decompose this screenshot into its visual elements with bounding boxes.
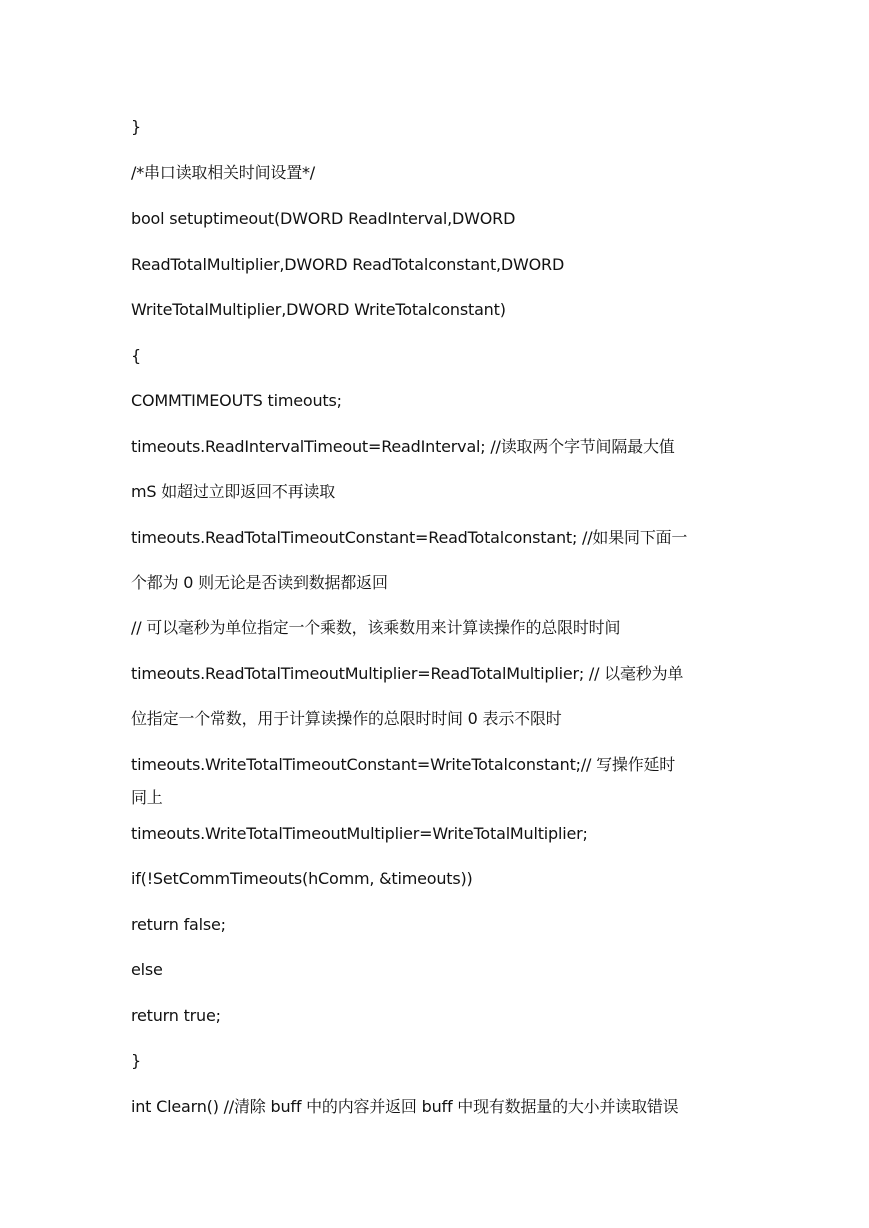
code-line: 个都为 0 则无论是否读到数据都返回	[131, 573, 388, 592]
code-line: 同上	[131, 788, 163, 807]
code-line: WriteTotalMultiplier,DWORD WriteTotalconstant)	[131, 300, 506, 319]
code-line: bool setuptimeout(DWORD ReadInterval,DWORD	[131, 209, 516, 228]
code-line: }	[131, 1051, 141, 1070]
code-line: timeouts.ReadTotalTimeoutMultiplier=ReadTotalMultiplier; // 以毫秒为单	[131, 664, 684, 683]
code-line: timeouts.ReadIntervalTimeout=ReadInterval; //读取两个字节间隔最大值	[131, 437, 675, 456]
code-line: timeouts.ReadTotalTimeoutConstant=ReadTotalconstant; //如果同下面一	[131, 528, 688, 547]
code-line: {	[131, 346, 141, 365]
code-line: ReadTotalMultiplier,DWORD ReadTotalconstant,DWORD	[131, 255, 565, 274]
code-line: return true;	[131, 1006, 221, 1025]
code-line: // 可以毫秒为单位指定一个乘数，该乘数用来计算读操作的总限时时间	[131, 618, 621, 637]
code-line: /*串口读取相关时间设置*/	[131, 163, 315, 182]
code-line: 位指定一个常数，用于计算读操作的总限时时间 0 表示不限时	[131, 709, 562, 728]
code-line: timeouts.WriteTotalTimeoutMultiplier=WriteTotalMultiplier;	[131, 824, 588, 843]
code-line: else	[131, 960, 163, 979]
code-line: timeouts.WriteTotalTimeoutConstant=WriteTotalconstant;// 写操作延时	[131, 755, 676, 774]
code-line: return false;	[131, 915, 226, 934]
code-line: if(!SetCommTimeouts(hComm, &timeouts))	[131, 869, 473, 888]
code-line: mS 如超过立即返回不再读取	[131, 482, 336, 501]
code-line: int Clearn() //清除 buff 中的内容并返回 buff 中现有数据量的大小并读取错误	[131, 1097, 679, 1116]
code-line: }	[131, 117, 141, 136]
code-line: COMMTIMEOUTS timeouts;	[131, 391, 342, 410]
